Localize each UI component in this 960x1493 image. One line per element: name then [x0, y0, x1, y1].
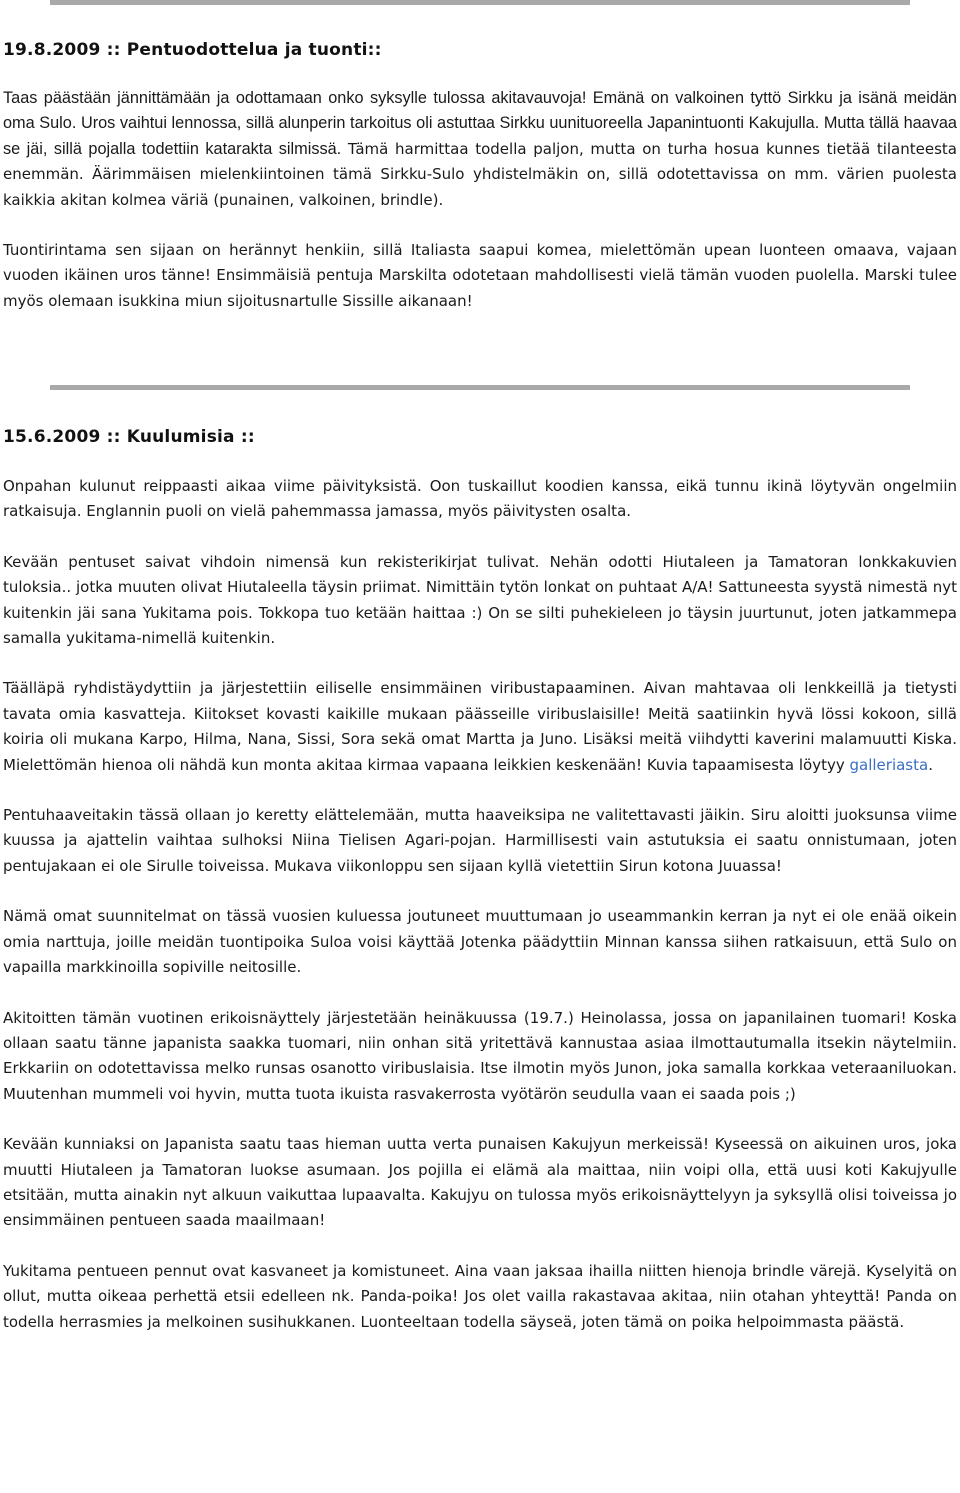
post-paragraph: Nämä omat suunnitelmat on tässä vuosien kuluessa joutuneet muuttumaan jo useammankin kerran ja nyt ei ole enää oikein omia narttuja, joille meidän tuontipoika Suloa voisi käyttää Jotenka päädyttiin Minnan kanssa siihen ratkaisuun, että Sulo on vapailla markkinoilla sopiville neitosille. — [3, 907, 957, 977]
post-2009-06-15 — [3, 427, 957, 1335]
post-title: 19.8.2009 :: Pentuodottelua ja tuonti:: — [3, 40, 382, 60]
paragraph-text: Täälläpä ryhdistäydyttiin ja järjestettiin eiliselle ensimmäinen viribustapaaminen. Aivan mahtavaa oli lenkkeillä ja tietysti tavata omia kasvatteja. Kiitokset kovasti kaikille mukaan päässeille viribuslaisille! Meitä saatiinkin hyvä lössi kokoon, sillä koiria oli mukana Karpo, Hilma, Nana, Sissi, Sora sekä omat Martta ja Juno. Lisäksi meitä viihdytti kaverini malamuutti Kiska. Mielettömän hienoa oli nähdä kun monta akitaa kirmaa vapaana leikkien keskenään! Kuvia tapaamisesta löytyy — [3, 679, 957, 774]
post-paragraph: Kevään kunniaksi on Japanista saatu taas hieman uutta verta punaisen Kakujyun merkeissä! Kyseessä on aikuinen uros, joka muutti Hiutaleen ja Tamatoran luokse asumaan. Jos pojilla ei elämä ala maittaa, niin voipi olla, että uusi koti Kakujyulle etsitään, mutta ainakin nyt alkuun vaikuttaa lupaavalta. Kakujyu on tulossa myös erikoisnäyttelyyn ja syksyllä olisi toiveissa jo ensimmäinen pentueen saada maailmaan! — [3, 1135, 957, 1230]
post-title: 15.6.2009 :: Kuulumisia :: — [3, 427, 255, 447]
post-divider — [50, 385, 910, 390]
post-paragraph: Onpahan kulunut reippaasti aikaa viime päivityksistä. Oon tuskaillut koodien kanssa, eikä tunnu ikinä löytyvän ongelmiin ratkaisuja. Englannin puoli on vielä pahemmassa jamassa, myös päivitysten osalta. — [3, 477, 957, 521]
gallery-link[interactable]: galleriasta — [849, 755, 929, 774]
paragraph-text-verdana: Tämä harmittaa todella paljon, mutta on turha hosua kunnes tietää tilanteesta enemmän. Äärimmäisen mielenkiintoinen tämä Sirkku-Sulo yhdistelmäkin on, sillä odotettavissa on mm. värien puolesta kaikkia akitan kolmea väriä (punainen, valkoinen, brindle). — [3, 139, 957, 209]
paragraph-end: . — [928, 755, 933, 774]
top-divider — [50, 0, 910, 5]
post-paragraph: Tuontirintama sen sijaan on herännyt henkiin, sillä Italiasta saapui komea, mielettömän upean luonteen omaava, vajaan vuoden ikäinen uros tänne! Ensimmäisiä pentuja Marskilta odotetaan mahdollisesti vielä tämän vuoden puolella. Marski tulee myös olemaan isukkina miun sijoitusnartulle Sissille aikanaan! — [3, 241, 957, 310]
post-paragraph — [3, 676, 957, 778]
post-paragraph: Yukitama pentueen pennut ovat kasvaneet ja komistuneet. Aina vaan jaksaa ihailla niitten hienoja brindle värejä. Kyselyitä on ollut, mutta oikeaa perhettä etsii edelleen nk. Panda-poika! Jos olet vailla rakastavaa akitaa, niin otahan yhteyttä! Panda on todella herrasmies ja melkoinen susihukkanen. Luonteeltaan todella säyseä, joten tämä on poika helpoimmasta päästä. — [3, 1261, 957, 1331]
post-paragraph: Pentuhaaveitakin tässä ollaan jo keretty elättelemään, mutta haaveiksipa ne valitettavasti jäikin. Siru aloitti juoksunsa viime kuussa ja ajattelin vaihtaa sulhoksi Niina Tielisen Agari-pojan. Harmillisesti vain astutuksia ei saatu onnistumaan, joten pentujakaan ei ole Sirulle toiveissa. Mukava viikonloppu sen sijaan kyllä vietettiin Sirun kotona Juuassa! — [3, 806, 957, 875]
paragraph-text-arial: Taas päästään jännittämään ja odottamaan onko syksylle tulossa akitavauvoja! Emänä on valkoinen tyttö Sirkku ja isänä meidän oma Sulo. Uros vaihtui lennossa, sillä alunperin tarkoitus oli astuttaa Sirkku uunituoreella Japanintuonti Kakujulla. Mutta tällä haavaa se jäi, sillä pojalla todettiin katarakta silmissä. — [3, 89, 957, 158]
post-2009-08-19 — [3, 40, 957, 314]
post-paragraph: Akitoitten tämän vuotinen erikoisnäyttely järjestetään heinäkuussa (19.7.) Heinolassa, jossa on japanilainen tuomari! Koska ollaan saatu tänne japanista saakka tuomari, niin onhan sitä yritettävä kannustaa asiaa ilmottautumalla itsekin näytelmiin. Erkkariin on odotettavissa melko runsas osanotto viribuslaisia. Itse ilmotin myös Junon, joka samalla korkkaa veteraaniluokan. Muutenhan mummeli voi hyvin, mutta tuota ikuista rasvakerrosta vyötärön seudulla vaan ei saada pois ;) — [3, 1008, 957, 1103]
post-paragraph — [3, 86, 957, 213]
post-paragraph: Kevään pentuset saivat vihdoin nimensä kun rekisterikirjat tulivat. Nehän odotti Hiutaleen ja Tamatoran lonkkakuvien tuloksia.. jotka muuten olivat Hiutaleella täysin priimat. Nimittäin tytön lonkat on puhtaat A/A! Sattuneesta syystä nimestä nyt kuitenkin jäi sana Yukitama pois. Tokkopa tuo ketään haittaa :) On se silti puhekieleen jo täysin juurtunut, joten jatkammepa samalla yukitama-nimellä kuitenkin. — [3, 552, 957, 648]
